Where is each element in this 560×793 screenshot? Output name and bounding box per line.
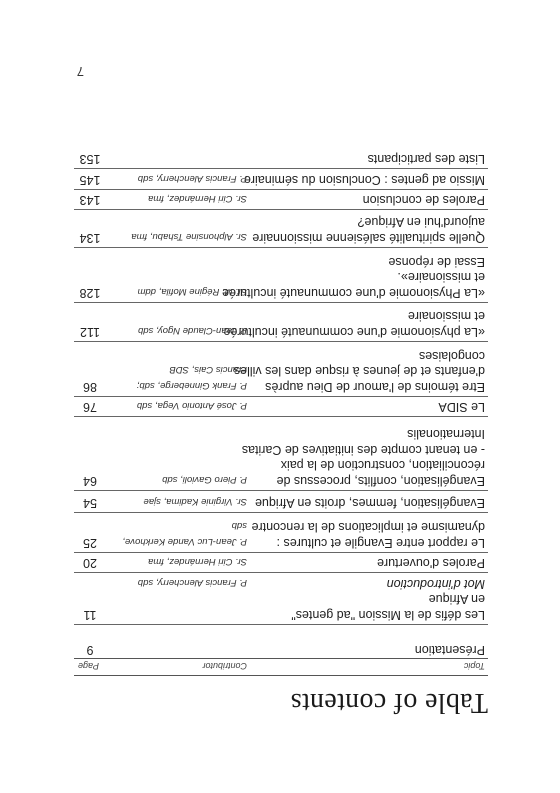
toc-contributor-line: P. Francis Alencherry, sdb: [137, 173, 247, 184]
toc-topic-line: Missio ad gentes : Conclusion du séminaire: [243, 173, 485, 187]
toc-topic: [233, 348, 485, 395]
toc-contributor: [109, 284, 247, 300]
toc-topic-line: d'enfants et de jeunes à risque dans les villes: [233, 364, 485, 379]
title-rule: [74, 675, 488, 676]
toc-page-number: 25: [83, 536, 97, 550]
toc-topic-line: Quelle spiritualité salésienne missionnaire: [252, 231, 485, 245]
toc-contributor-line: P. Jean-Claude Ngoy, sdb: [138, 325, 247, 336]
toc-page-number: 9: [86, 643, 94, 657]
toc-topic: [253, 495, 485, 511]
toc-topic: [241, 426, 485, 488]
toc-page-number: 112: [80, 325, 100, 339]
column-header-topic: Topic: [463, 661, 485, 671]
toc-page-number: 128: [79, 286, 101, 300]
toc-topic-line: «La Physionomie d'une communauté inculturée: [222, 286, 485, 300]
toc-contributor: [109, 323, 247, 339]
toc-topic-line: Les défis de la Mission "ad gentes": [291, 608, 485, 622]
toc-topic-line: - en tenant compte des initiatives de Caritas: [241, 443, 485, 457]
toc-page-number: 134: [79, 231, 101, 245]
toc-topic-line: Paroles d'ouverture: [376, 556, 485, 570]
toc-topic-line: en Afrique: [428, 592, 485, 607]
toc-topic-line: Evangélisation, femmes, droits en Afrique: [255, 496, 485, 510]
toc-page-number: 20: [83, 556, 97, 570]
toc-contributor: [109, 229, 247, 245]
toc-row: [74, 302, 488, 341]
toc-topic-line: et missionaire».: [397, 270, 485, 285]
toc-row: [74, 512, 488, 552]
toc-contributor: [109, 554, 247, 570]
toc-page-number: 145: [79, 173, 101, 187]
page-title: Table of contents: [290, 687, 488, 718]
toc-topic-line: dynamisme et implications de la rencontre: [251, 520, 485, 535]
toc-row: [74, 416, 488, 490]
toc-topic: [223, 308, 485, 339]
toc-page-number: 76: [83, 400, 97, 414]
toc-row: [74, 209, 488, 247]
toc-row: [74, 168, 488, 189]
toc-contributor-line: [109, 606, 247, 622]
toc-contributor: [109, 494, 247, 510]
toc-row: [74, 572, 488, 624]
toc-row: [74, 147, 488, 168]
toc-contributor: [109, 472, 247, 488]
toc-topic-line: Mot d'introduction: [386, 577, 485, 591]
toc-contributor-line: Sr. Alphonsine Tshabu, fma: [131, 231, 247, 242]
toc-contributor-line: P. Piero Gavioli, sdb: [162, 474, 247, 485]
column-header-contributor: Contributor: [202, 661, 247, 671]
toc-topic-line: congolaises: [418, 349, 485, 363]
toc-row: [74, 396, 488, 416]
toc-topic: [253, 214, 485, 245]
toc-page-number: 86: [83, 380, 97, 394]
toc-topic-line: Présentation: [414, 643, 485, 657]
toc-row: [74, 624, 488, 659]
toc-topic-line: Etre témoins de l'amour de Dieu auprès: [265, 380, 485, 394]
toc-contributor: [109, 575, 247, 622]
toc-topic-line: aujourd'hui en Afrique?: [357, 215, 485, 230]
toc-table: [74, 147, 488, 659]
toc-topic-line: et missionaire: [407, 309, 485, 324]
toc-contributor-line: Sr. Ciri Hernández, fma: [148, 556, 247, 567]
toc-topic: [253, 642, 485, 658]
toc-topic: [243, 172, 485, 188]
toc-topic-line: Le SIDA: [438, 400, 485, 414]
toc-topic: [253, 519, 485, 550]
toc-row: [74, 341, 488, 396]
toc-topic: [253, 555, 485, 571]
toc-row: [74, 552, 488, 572]
toc-contributor-line: Sr. Virginie Kadima, sjae: [143, 496, 247, 507]
toc-topic: [222, 254, 485, 301]
column-header-page: Page: [77, 661, 99, 671]
toc-contributor-line: [109, 590, 247, 606]
toc-page-number: 11: [83, 608, 97, 622]
toc-contributor-line: P. Jean-Luc Vande Kerkhove,: [122, 536, 247, 547]
toc-contributor-line: P. José Antonio Vega, sdb: [136, 400, 247, 411]
toc-page-number: 143: [79, 193, 101, 207]
toc-contributor: [109, 398, 247, 414]
toc-contributor: [109, 518, 247, 549]
toc-contributor: [109, 191, 247, 207]
toc-page-number: 153: [79, 152, 101, 166]
toc-contributor: [109, 362, 247, 393]
toc-topic-line: Essai de réponse: [388, 255, 485, 269]
toc-topic: [253, 192, 485, 208]
toc-row: [74, 247, 488, 302]
toc-page-number: 54: [83, 496, 97, 510]
toc-topic-line: «La physionomie d'une communauté inculturée: [223, 325, 485, 339]
toc-topic: [253, 151, 485, 167]
toc-topic-line: Internationalis: [407, 427, 485, 442]
toc-contributor-line: Francis Cais, SDB: [169, 364, 247, 376]
toc-contributor-line: Sr. Ciri Hernández, fma: [148, 193, 247, 204]
toc-page-number: 64: [83, 474, 97, 488]
toc-contributor-line: P. Frank Ginneberge, sdb;: [136, 380, 247, 391]
toc-topic-line: Le rapport entre Evangile et cultures :: [276, 536, 485, 550]
toc-contributor-line: Sr. M. Régine Mofila, ddm: [137, 286, 247, 297]
toc-contributor: [109, 171, 247, 187]
toc-contributor-line: P. Francis Alencherry, sdb: [137, 577, 247, 588]
toc-topic-line: Evangélisation, conflits, processus de: [276, 474, 485, 488]
toc-topic-line: Paroles de conclusion: [362, 193, 485, 207]
toc-topic: [253, 399, 485, 415]
toc-topic-line: Liste des participants: [367, 152, 485, 166]
page-number: 7: [76, 64, 84, 79]
toc-topic-line: réconciliation, construction de la paix: [280, 458, 485, 473]
toc-contributor-line: sdb: [231, 520, 247, 532]
toc-row: [74, 490, 488, 512]
toc-row: [74, 189, 488, 209]
toc-topic: [253, 576, 485, 623]
